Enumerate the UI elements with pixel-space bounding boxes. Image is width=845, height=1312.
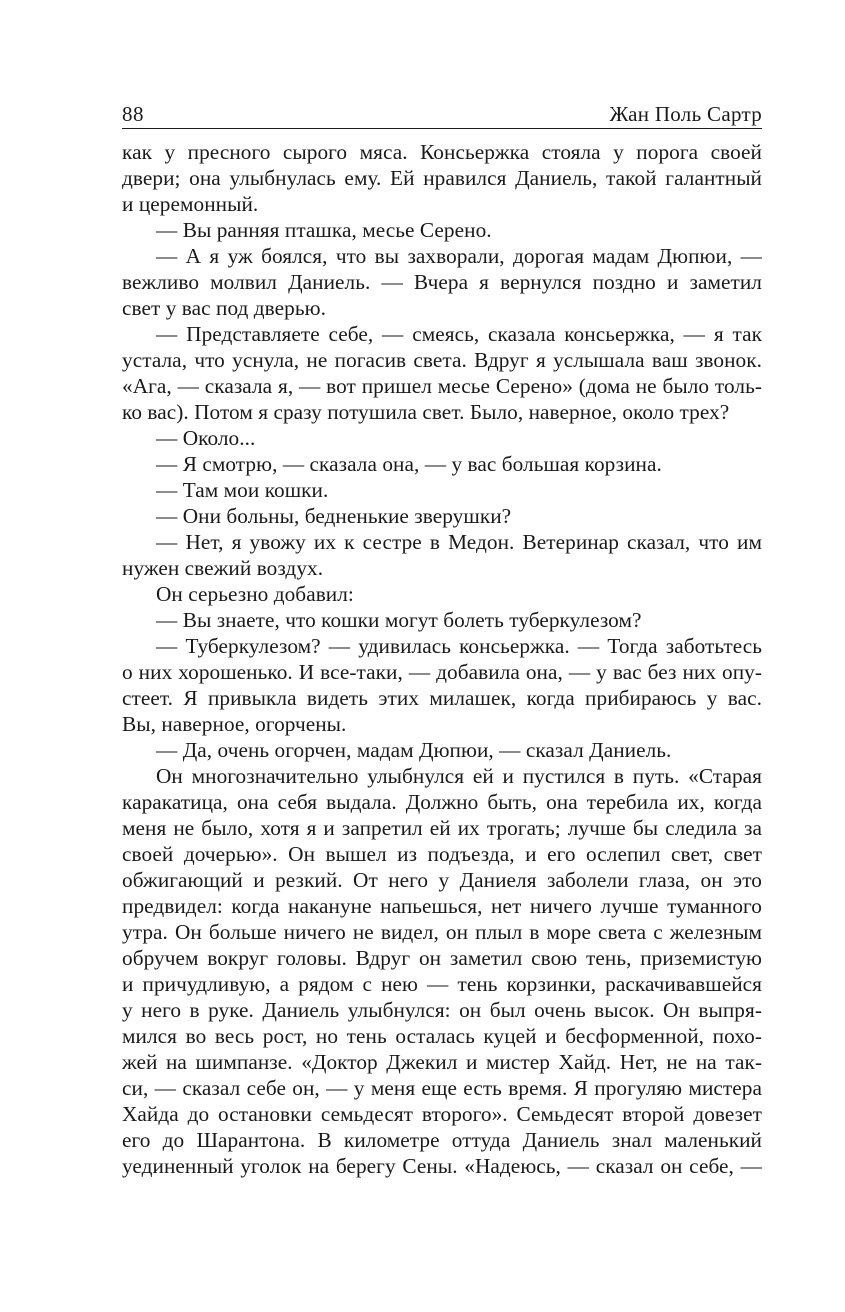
text-line: каракатица, она себя выдала. Должно быть, она теребила их, когда — [122, 790, 762, 814]
text-line: его до Шарантона. В километре оттуда Даниель знал маленький — [122, 1128, 762, 1152]
text-line: Вы, наверное, огорчены. — [122, 712, 347, 736]
text-line: предвидел: когда накануне напьешься, нет ничего лучше туманного — [122, 894, 762, 918]
text-line: жей на шимпанзе. «Доктор Джекил и мистер Хайд. Нет, не на так- — [122, 1050, 762, 1074]
text-line: — Там мои кошки. — [156, 478, 329, 502]
text-line: — Вы знаете, что кошки могут болеть туберкулезом? — [156, 608, 642, 632]
text-line: у него в руке. Даниель улыбнулся: он был очень высок. Он выпря- — [122, 998, 762, 1022]
text-line: — Вы ранняя пташка, месье Серено. — [156, 218, 492, 242]
text-line: уединенный уголок на берегу Сены. «Надеюсь, — сказал он себе, — — [122, 1154, 762, 1178]
text-line: — Да, очень огорчен, мадам Дюпюи, — сказал Даниель. — [156, 738, 672, 762]
text-line: ко вас). Потом я сразу потушила свет. Было, наверное, около трех? — [122, 400, 730, 424]
text-line: вежливо молвил Даниель. — Вчера я вернулся поздно и заметил — [122, 270, 762, 294]
text-line: устала, что уснула, не погасив света. Вдруг я услышала ваш звонок. — [122, 348, 762, 372]
text-line: — Нет, я увожу их к сестре в Медон. Ветеринар сказал, что им — [156, 530, 762, 554]
running-head — [122, 98, 762, 129]
text-line: обручем вокруг головы. Вдруг он заметил свою тень, приземистую — [122, 946, 762, 970]
text-line: — Они больны, бедненькие зверушки? — [156, 504, 512, 528]
text-line: обжигающий и резкий. От него у Даниеля заболели глаза, он это — [122, 868, 762, 892]
text-line: меня не было, хотя я и запретил ей их трогать; лучше бы следила за — [122, 816, 762, 840]
book-page — [122, 98, 762, 1179]
text-line: нужен свежий воздух. — [122, 556, 324, 580]
text-line: Он серьезно добавил: — [156, 582, 354, 606]
text-line: — Представляете себе, — смеясь, сказала консьержка, — я так — [156, 322, 762, 346]
text-line: о них хорошенько. И все-таки, — добавила она, — у вас без них опу- — [122, 660, 762, 684]
text-line: — А я уж боялся, что вы захворали, дорогая мадам Дюпюи, — — [156, 244, 762, 268]
text-line: как у пресного сырого мяса. Консьержка стояла у порога своей — [122, 140, 762, 164]
text-line: си, — сказал себе он, — у меня еще есть время. Я прогуляю мистера — [122, 1076, 762, 1100]
text-body — [122, 139, 762, 1179]
text-line: своей дочерью». Он вышел из подъезда, и его ослепил свет, свет — [122, 842, 762, 866]
text-line: стеет. Я привыкла видеть этих милашек, когда прибираюсь у вас. — [122, 686, 762, 710]
text-line: Он многозначительно улыбнулся ей и пустился в путь. «Старая — [156, 764, 762, 788]
text-line: мился во весь рост, но тень осталась куцей и бесформенной, похо- — [122, 1024, 762, 1048]
text-line: — Я смотрю, — сказала она, — у вас большая корзина. — [156, 452, 662, 476]
text-line: утра. Он больше ничего не видел, он плыл в море света с железным — [122, 920, 762, 944]
text-line: свет у вас под дверью. — [122, 296, 326, 320]
text-line: двери; она улыбнулась ему. Ей нравился Даниель, такой галантный — [122, 166, 762, 190]
text-line: — Туберкулезом? — удивилась консьержка. — Тогда заботьтесь — [156, 634, 762, 658]
text-line: — Около... — [156, 426, 256, 450]
text-line: и причудливую, а рядом с нею — тень корзинки, раскачивавшейся — [122, 972, 762, 996]
page-number: 88 — [122, 102, 144, 126]
text-line: «Ага, — сказала я, — вот пришел месье Серено» (дома не было толь- — [122, 374, 762, 398]
text-line: и церемонный. — [122, 192, 259, 216]
text-line: Хайда до остановки семьдесят второго». Семьдесят второй довезет — [122, 1102, 762, 1126]
running-title: Жан Поль Сартр — [609, 102, 762, 126]
